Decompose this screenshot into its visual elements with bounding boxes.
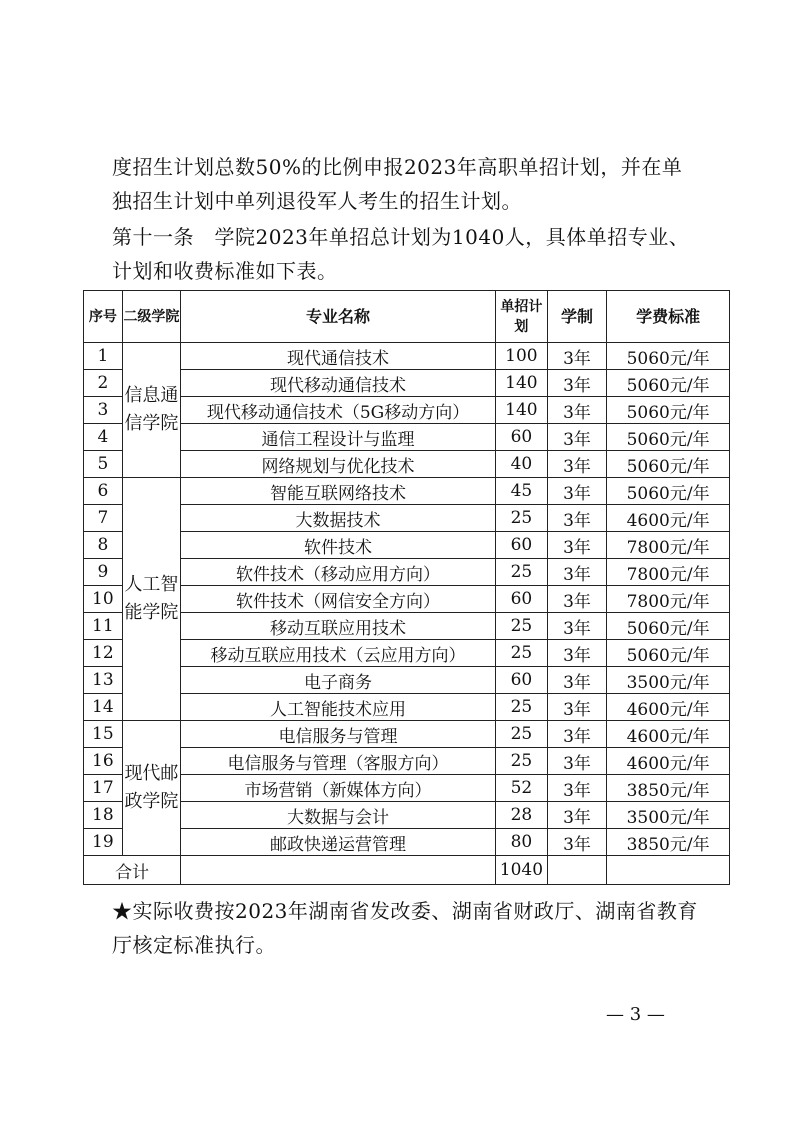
cell-quota: 100 xyxy=(495,343,547,370)
table-row xyxy=(84,343,730,370)
table-row xyxy=(84,613,730,640)
cell-years: 3年 xyxy=(547,775,606,802)
cell-no: 2 xyxy=(84,370,123,397)
table-row xyxy=(84,694,730,721)
cell-quota: 60 xyxy=(495,667,547,694)
cell-years: 3年 xyxy=(547,694,606,721)
cell-no: 9 xyxy=(84,559,123,586)
cell-name: 软件技术（网信安全方向） xyxy=(181,586,496,613)
cell-years: 3年 xyxy=(547,586,606,613)
paragraph-intro: 度招生计划总数50%的比例申报2023年高职单招计划，并在单独招生计划中单列退役军人考生的招生计划。 xyxy=(112,155,683,213)
cell-years: 3年 xyxy=(547,559,606,586)
cell-quota: 25 xyxy=(495,694,547,721)
cell-name: 软件技术（移动应用方向） xyxy=(181,559,496,586)
cell-name: 市场营销（新媒体方向） xyxy=(181,775,496,802)
cell-quota: 28 xyxy=(495,802,547,829)
cell-quota: 60 xyxy=(495,586,547,613)
cell-no: 17 xyxy=(84,775,123,802)
cell-quota: 80 xyxy=(495,829,547,856)
cell-fee: 3850元/年 xyxy=(607,775,730,802)
cell-name: 现代通信技术 xyxy=(181,343,496,370)
paragraph-fee-note: ★实际收费按2023年湖南省发改委、湖南省财政厅、湖南省教育厅核定标准执行。 xyxy=(112,899,698,957)
cell-quota: 25 xyxy=(495,640,547,667)
table-row xyxy=(84,748,730,775)
cell-name: 电子商务 xyxy=(181,667,496,694)
cell-name: 现代移动通信技术（5G移动方向） xyxy=(181,397,496,424)
page-number: — 3 — xyxy=(606,1004,665,1025)
cell-years: 3年 xyxy=(547,478,606,505)
cell-years: 3年 xyxy=(547,424,606,451)
cell-no: 10 xyxy=(84,586,123,613)
table-row xyxy=(84,721,730,748)
cell-no: 8 xyxy=(84,532,123,559)
cell-name: 移动互联应用技术（云应用方向） xyxy=(181,640,496,667)
cell-years: 3年 xyxy=(547,640,606,667)
header-quota: 单招计划 xyxy=(495,291,547,343)
table-row xyxy=(84,478,730,505)
cell-name: 网络规划与优化技术 xyxy=(181,451,496,478)
cell-name: 电信服务与管理 xyxy=(181,721,496,748)
cell-years: 3年 xyxy=(547,748,606,775)
cell-years: 3年 xyxy=(547,667,606,694)
cell-quota: 25 xyxy=(495,505,547,532)
cell-quota: 140 xyxy=(495,397,547,424)
cell-college: 人工智能学院 xyxy=(122,478,180,721)
paragraph-article-11: 第十一条 学院2023年单招总计划为1040人，具体单招专业、计划和收费标准如下表。 xyxy=(112,225,690,283)
table-header-row xyxy=(84,291,730,343)
enrollment-plan-table xyxy=(83,290,730,885)
header-college: 二级学院 xyxy=(122,291,180,343)
cell-fee: 5060元/年 xyxy=(607,478,730,505)
cell-no: 5 xyxy=(84,451,123,478)
cell-college: 信息通信学院 xyxy=(122,343,180,478)
cell-fee: 7800元/年 xyxy=(607,586,730,613)
cell-fee: 4600元/年 xyxy=(607,721,730,748)
cell-no: 4 xyxy=(84,424,123,451)
cell-quota: 140 xyxy=(495,370,547,397)
cell-fee: 5060元/年 xyxy=(607,397,730,424)
table-row xyxy=(84,451,730,478)
cell-fee: 5060元/年 xyxy=(607,451,730,478)
cell-name: 软件技术 xyxy=(181,532,496,559)
cell-years: 3年 xyxy=(547,505,606,532)
cell-years: 3年 xyxy=(547,397,606,424)
cell-fee: 5060元/年 xyxy=(607,343,730,370)
table-row xyxy=(84,775,730,802)
table-row xyxy=(84,586,730,613)
cell-quota: 60 xyxy=(495,424,547,451)
cell-no: 14 xyxy=(84,694,123,721)
cell-fee: 7800元/年 xyxy=(607,559,730,586)
cell-fee: 7800元/年 xyxy=(607,532,730,559)
cell-name: 大数据技术 xyxy=(181,505,496,532)
cell-name: 智能互联网络技术 xyxy=(181,478,496,505)
total-empty-cell xyxy=(181,856,496,885)
cell-quota: 45 xyxy=(495,478,547,505)
cell-quota: 25 xyxy=(495,559,547,586)
header-fee: 学费标准 xyxy=(607,291,730,343)
cell-fee: 3850元/年 xyxy=(607,829,730,856)
cell-years: 3年 xyxy=(547,451,606,478)
cell-fee: 5060元/年 xyxy=(607,424,730,451)
cell-years: 3年 xyxy=(547,613,606,640)
cell-quota: 25 xyxy=(495,613,547,640)
header-years: 学制 xyxy=(547,291,606,343)
total-label: 合计 xyxy=(84,856,181,885)
header-no: 序号 xyxy=(84,291,123,343)
table-total-row xyxy=(84,856,730,885)
total-empty-cell xyxy=(607,856,730,885)
total-empty-cell xyxy=(547,856,606,885)
cell-name: 邮政快递运营管理 xyxy=(181,829,496,856)
table-row xyxy=(84,532,730,559)
cell-fee: 4600元/年 xyxy=(607,505,730,532)
table-row xyxy=(84,505,730,532)
table-row xyxy=(84,397,730,424)
cell-quota: 40 xyxy=(495,451,547,478)
cell-name: 大数据与会计 xyxy=(181,802,496,829)
cell-no: 13 xyxy=(84,667,123,694)
cell-years: 3年 xyxy=(547,343,606,370)
cell-no: 6 xyxy=(84,478,123,505)
cell-college: 现代邮政学院 xyxy=(122,721,180,856)
cell-years: 3年 xyxy=(547,721,606,748)
table-row xyxy=(84,640,730,667)
cell-fee: 3500元/年 xyxy=(607,667,730,694)
header-name: 专业名称 xyxy=(181,291,496,343)
table-row xyxy=(84,829,730,856)
cell-fee: 5060元/年 xyxy=(607,640,730,667)
cell-quota: 25 xyxy=(495,748,547,775)
cell-quota: 25 xyxy=(495,721,547,748)
table-row xyxy=(84,802,730,829)
cell-no: 12 xyxy=(84,640,123,667)
cell-no: 18 xyxy=(84,802,123,829)
cell-quota: 52 xyxy=(495,775,547,802)
cell-fee: 4600元/年 xyxy=(607,694,730,721)
table-row xyxy=(84,424,730,451)
cell-no: 3 xyxy=(84,397,123,424)
cell-years: 3年 xyxy=(547,532,606,559)
table-body xyxy=(84,343,730,885)
table-row xyxy=(84,667,730,694)
cell-years: 3年 xyxy=(547,802,606,829)
cell-no: 19 xyxy=(84,829,123,856)
cell-years: 3年 xyxy=(547,370,606,397)
cell-fee: 5060元/年 xyxy=(607,613,730,640)
cell-quota: 60 xyxy=(495,532,547,559)
cell-name: 移动互联应用技术 xyxy=(181,613,496,640)
cell-name: 通信工程设计与监理 xyxy=(181,424,496,451)
table-row xyxy=(84,370,730,397)
cell-years: 3年 xyxy=(547,829,606,856)
cell-name: 人工智能技术应用 xyxy=(181,694,496,721)
cell-name: 现代移动通信技术 xyxy=(181,370,496,397)
cell-no: 15 xyxy=(84,721,123,748)
cell-fee: 5060元/年 xyxy=(607,370,730,397)
cell-fee: 3500元/年 xyxy=(607,802,730,829)
table-row xyxy=(84,559,730,586)
total-quota: 1040 xyxy=(495,856,547,885)
cell-no: 7 xyxy=(84,505,123,532)
cell-no: 16 xyxy=(84,748,123,775)
cell-no: 11 xyxy=(84,613,123,640)
cell-name: 电信服务与管理（客服方向） xyxy=(181,748,496,775)
cell-no: 1 xyxy=(84,343,123,370)
cell-fee: 4600元/年 xyxy=(607,748,730,775)
